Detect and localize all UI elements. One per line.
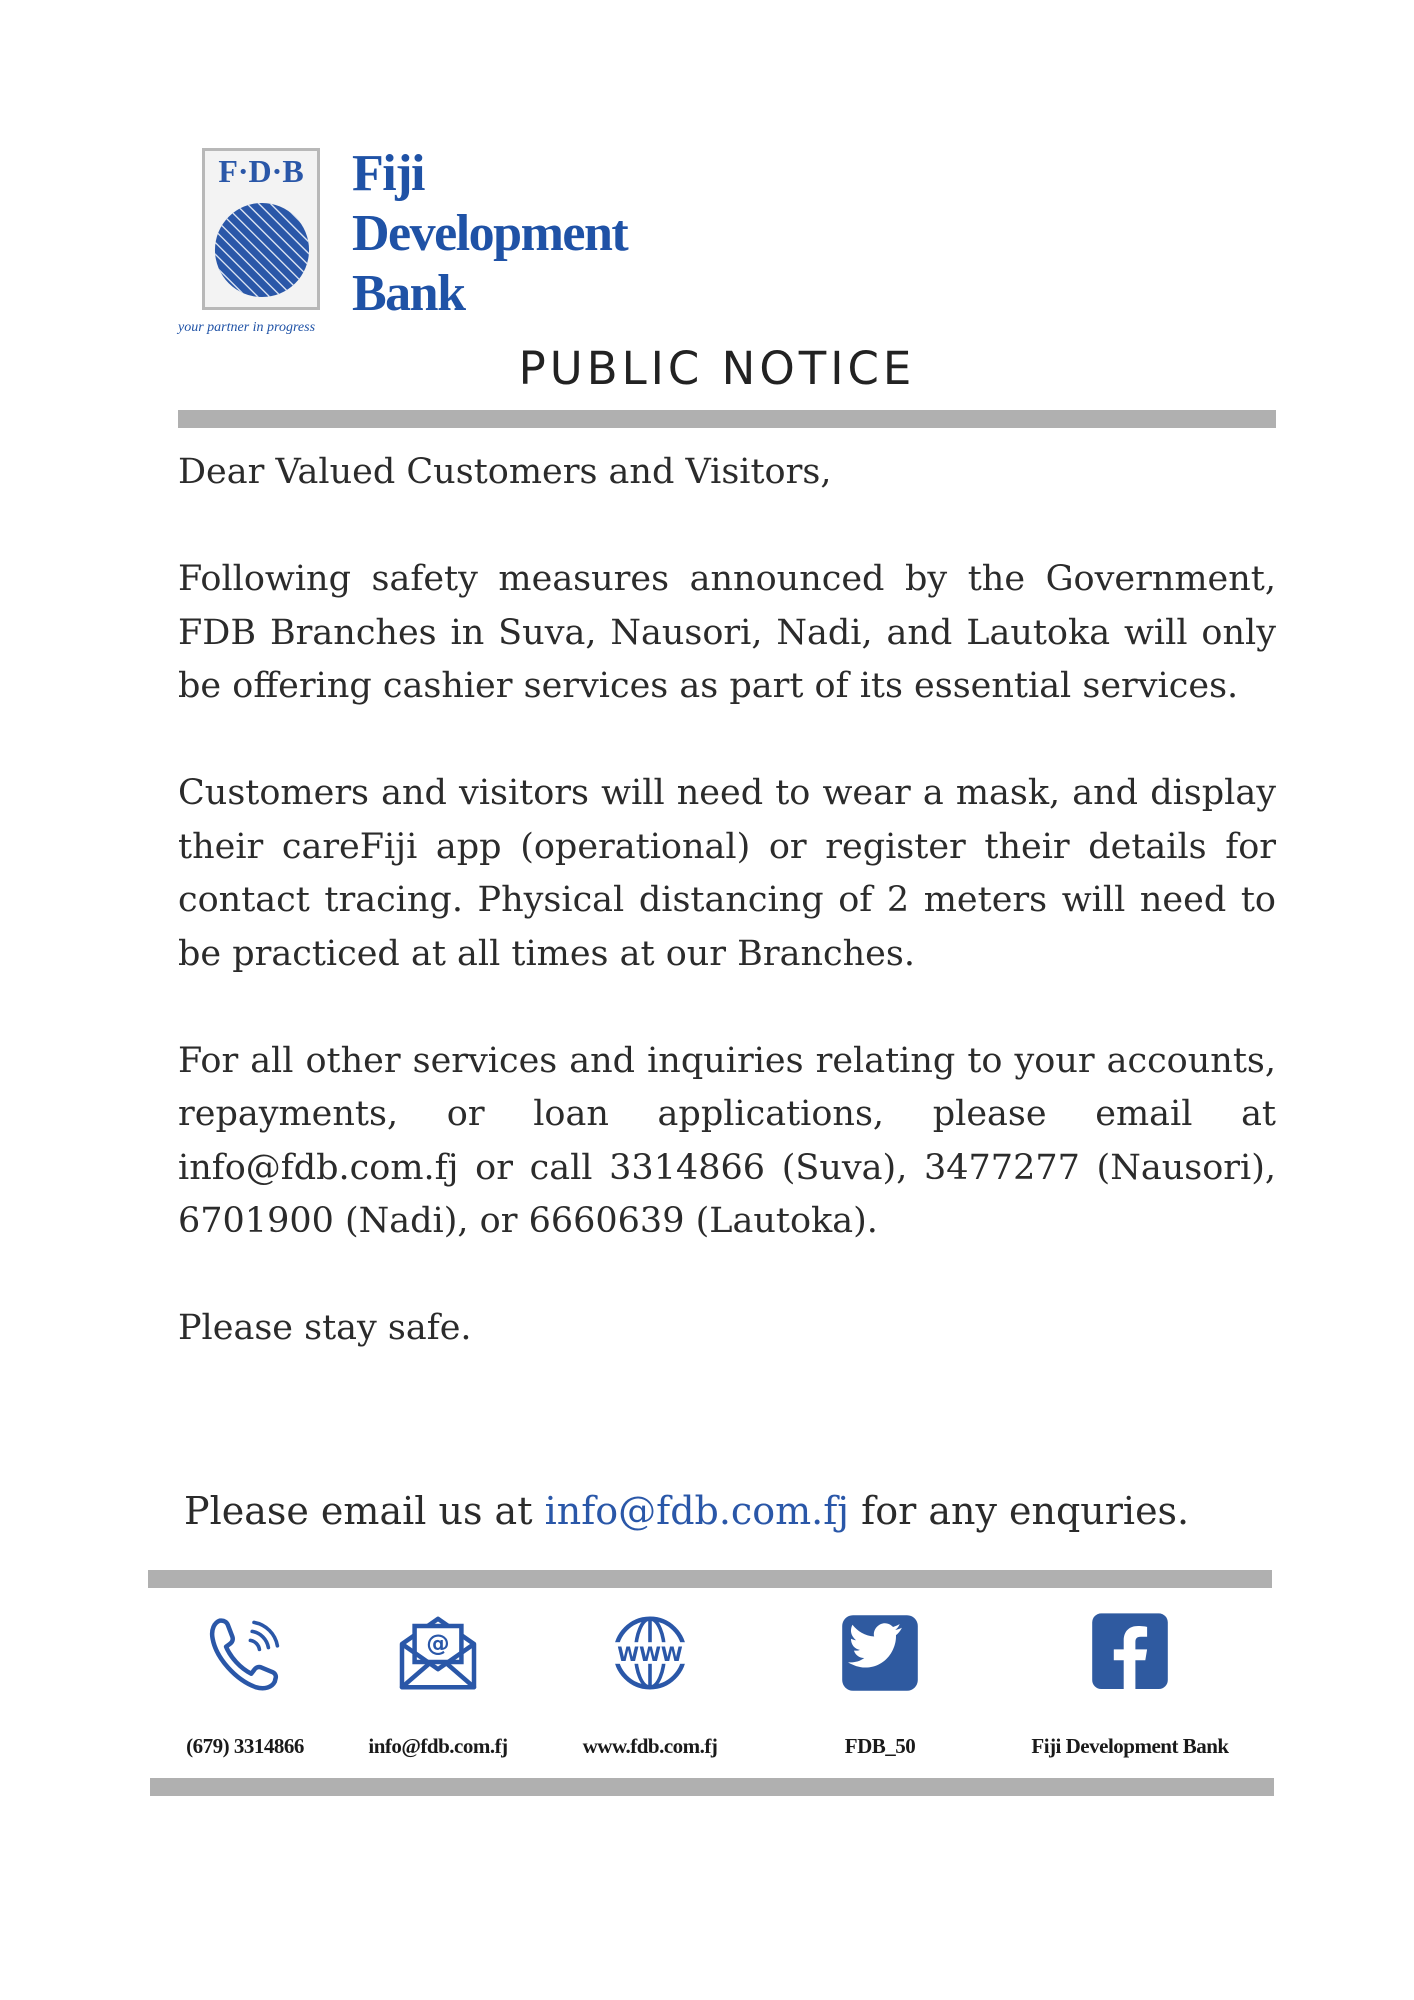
closing-line: Please stay safe. bbox=[178, 1308, 472, 1348]
greeting: Dear Valued Customers and Visitors, bbox=[178, 452, 832, 492]
paragraph-safety: Customers and visitors will need to wear a mask, and display their careFiji app (operational) or register their details for contact tracing. Physical distancing of 2 meters will need to be practiced at all times at our Branches. bbox=[178, 773, 1276, 974]
footer-divider-top bbox=[148, 1570, 1272, 1588]
svg-text:@: @ bbox=[426, 1629, 450, 1658]
logo-abbreviation: F·D·B bbox=[218, 153, 304, 189]
email-suffix: for any enquries. bbox=[849, 1489, 1190, 1533]
contact-phone[interactable] bbox=[135, 1608, 355, 1758]
globe-icon bbox=[213, 201, 311, 299]
bank-name-line-3: Bank bbox=[352, 265, 465, 322]
website-label: www.fdb.com.fj bbox=[582, 1734, 718, 1758]
footer-divider-bottom bbox=[150, 1778, 1274, 1796]
twitter-label: FDB_50 bbox=[844, 1734, 916, 1758]
bank-name bbox=[352, 144, 627, 324]
email-label: info@fdb.com.fj bbox=[368, 1734, 508, 1758]
facebook-icon bbox=[1085, 1608, 1175, 1698]
globe-www-icon bbox=[605, 1608, 695, 1698]
bank-name-line-2: Development bbox=[352, 205, 628, 262]
contact-website[interactable] bbox=[540, 1608, 760, 1758]
logo-tagline: your partner in progress bbox=[178, 320, 316, 335]
fdb-logo bbox=[178, 145, 698, 348]
notice-title: PUBLIC NOTICE bbox=[518, 342, 916, 395]
phone-icon bbox=[200, 1608, 290, 1698]
contact-twitter[interactable] bbox=[770, 1608, 990, 1758]
notice-body bbox=[178, 446, 1276, 1356]
email-link[interactable]: info@fdb.com.fj bbox=[544, 1489, 850, 1533]
contact-facebook[interactable] bbox=[1010, 1608, 1250, 1758]
phone-label: (679) 3314866 bbox=[186, 1734, 304, 1758]
twitter-icon bbox=[835, 1608, 925, 1698]
paragraph-contact: For all other services and inquiries relating to your accounts, repayments, or loan applications, please email at info@fdb.com.fj or call 3314866 (Suva), 3477277 (Nausori), 6701900 (Nadi), or 6660639 (Lautoka). bbox=[178, 1040, 1276, 1241]
email-enquiry-line bbox=[184, 1486, 1189, 1536]
envelope-icon bbox=[393, 1608, 483, 1698]
logo-emblem bbox=[202, 148, 320, 310]
email-prefix: Please email us at bbox=[184, 1489, 545, 1533]
www-text: WWW bbox=[617, 1643, 683, 1667]
bank-name-line-1: Fiji bbox=[352, 145, 424, 202]
facebook-label: Fiji Development Bank bbox=[1031, 1734, 1229, 1758]
title-divider bbox=[178, 410, 1276, 428]
paragraph-services: Following safety measures announced by the Government, FDB Branches in Suva, Nausori, Nadi, and Lautoka will only be offering cashier services as part of its essential services. bbox=[178, 559, 1276, 706]
contact-email[interactable] bbox=[328, 1608, 548, 1758]
